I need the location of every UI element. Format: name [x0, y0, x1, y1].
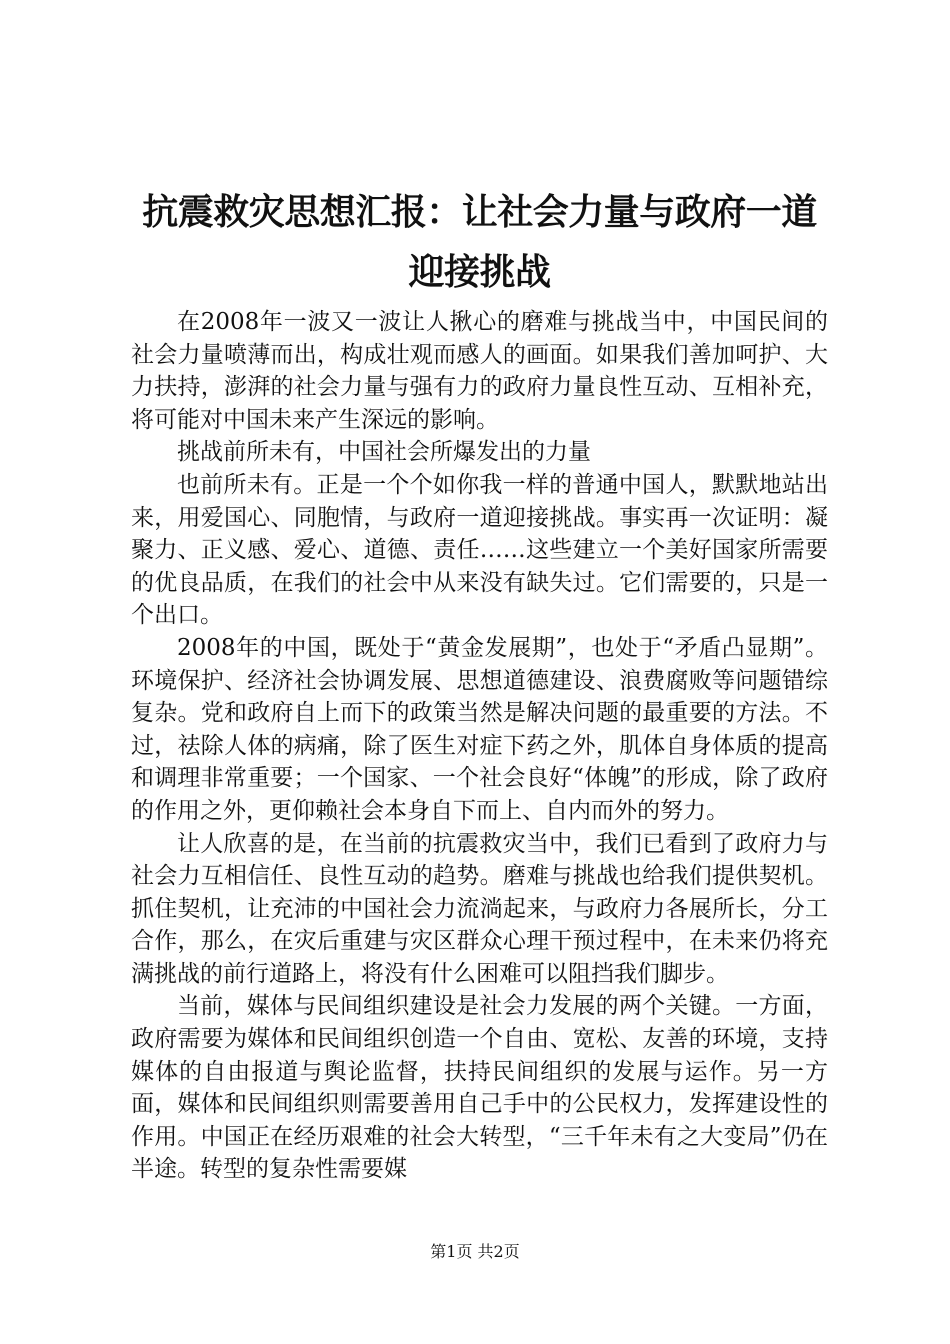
paragraph: 挑战前所未有，中国社会所爆发出的力量	[177, 439, 591, 466]
paragraph: 当前，媒体与民间组织建设是社会力发展的两个关键。一方面，政府需要为媒体和民间组织创造一个自由、宽松、友善的环境，支持媒体的自由报道与舆论监督，扶持民间组织的发展与运作。另一方面，媒体和民间组织则需要善用自己手中的公民权力，发挥建设性的作用。中国正在经历艰难的社会大转型，“三千年未有之大变局”仍在半途。转型的复杂性需要媒	[131, 993, 828, 1183]
document-title: 抗震救灾思想汇报：让社会力量与政府一道迎接挑战	[142, 191, 817, 293]
paragraph: 也前所未有。正是一个个如你我一样的普通中国人，默默地站出来，用爱国心、同胞情，与政府一道迎接挑战。事实再一次证明：凝聚力、正义感、爱心、道德、责任……这些建立一个美好国家所需要的优良品质，在我们的社会中从来没有缺失过。它们需要的，只是一个出口。	[131, 471, 828, 629]
page-footer: 第1页 共2页	[430, 1242, 520, 1261]
document-page	[131, 0, 828, 1344]
paragraph: 2008年的中国，既处于“黄金发展期”，也处于“矛盾凸显期”。环境保护、经济社会协调发展、思想道德建设、浪费腐败等问题错综复杂。党和政府自上而下的政策当然是解决问题的最重要的方法。不过，祛除人体的病痛，除了医生对症下药之外，肌体自身体质的提高和调理非常重要；一个国家、一个社会良好“体魄”的形成，除了政府的作用之外，更仰赖社会本身自下而上、自内而外的努力。	[131, 634, 828, 824]
paragraph: 在2008年一波又一波让人揪心的磨难与挑战当中，中国民间的社会力量喷薄而出，构成壮观而感人的画面。如果我们善加呵护、大力扶持，澎湃的社会力量与强有力的政府力量良性互动、互相补充，将可能对中国未来产生深远的影响。	[131, 309, 828, 433]
paragraph: 让人欣喜的是，在当前的抗震救灾当中，我们已看到了政府力与社会力互相信任、良性互动的趋势。磨难与挑战也给我们提供契机。抓住契机，让充沛的中国社会力流淌起来，与政府力各展所长，分工合作，那么，在灾后重建与灾区群众心理干预过程中，在未来仍将充满挑战的前行道路上，将没有什么困难可以阻挡我们脚步。	[131, 830, 828, 987]
document-body	[131, 306, 828, 1186]
